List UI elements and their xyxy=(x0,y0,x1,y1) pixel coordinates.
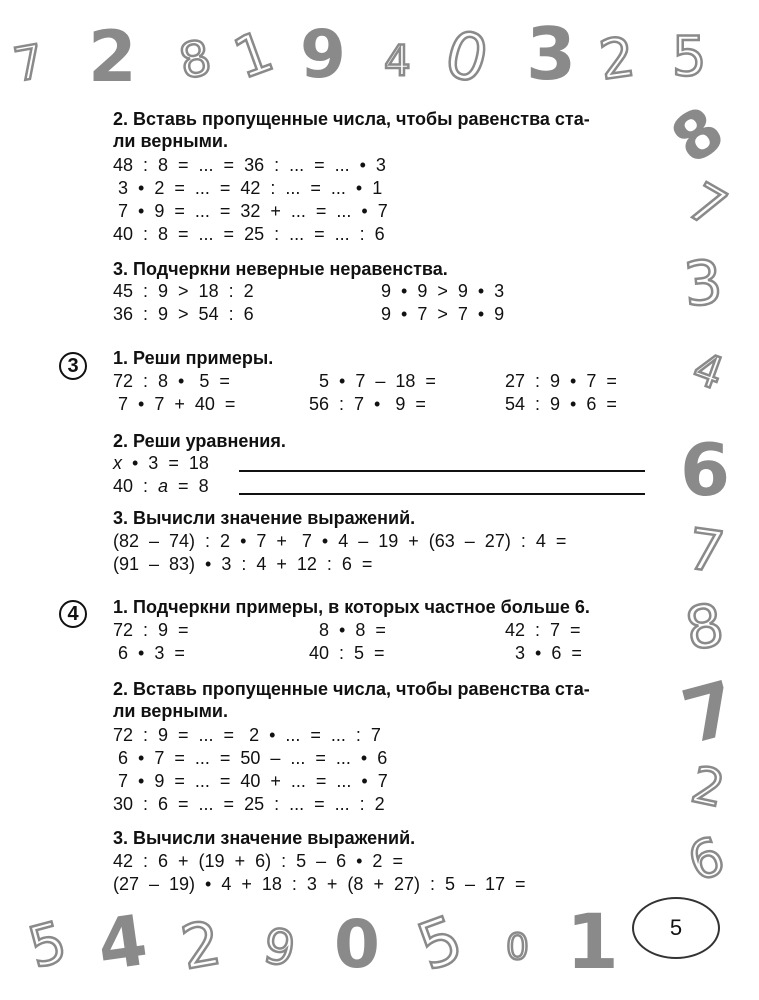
equation-line: 72 : 9 = ... = 2 • ... = ... : 7 xyxy=(113,725,381,745)
section-marker: 3 xyxy=(59,352,87,380)
decor-digit: 8 xyxy=(174,29,217,91)
task-heading: ли верными. xyxy=(113,131,228,151)
decor-digit: 4 xyxy=(384,36,411,85)
inequality: 9 • 9 > 9 • 3 xyxy=(381,281,505,301)
example-row xyxy=(113,393,648,415)
decor-digit: 7 xyxy=(673,664,746,762)
page-number: 5 xyxy=(632,897,720,959)
decor-digit: 5 xyxy=(408,902,473,986)
task-heading: 2. Реши уравнения. xyxy=(113,431,286,451)
task-heading: 3. Подчеркни неверные неравенства. xyxy=(113,259,448,279)
inequality: 45 : 9 > 18 : 2 xyxy=(113,281,254,301)
equation-line: 6 • 7 = ... = 50 – ... = ... • 6 xyxy=(113,748,388,768)
equation: x • 3 = 18 xyxy=(113,453,209,473)
example: 3 • 6 = xyxy=(515,643,582,663)
example: 27 : 9 • 7 = xyxy=(505,371,617,391)
example: 56 : 7 • 9 = xyxy=(309,394,426,414)
decor-digit: 5 xyxy=(22,909,74,982)
example: 54 : 9 • 6 = xyxy=(505,394,617,414)
inequality: 36 : 9 > 54 : 6 xyxy=(113,304,254,324)
example: 8 • 8 = xyxy=(319,620,386,640)
equation-row xyxy=(113,475,648,497)
example: 6 • 3 = xyxy=(113,643,185,663)
decor-digit: 1 xyxy=(225,18,282,93)
example: 72 : 8 • 5 = xyxy=(113,371,230,391)
example: 40 : 5 = xyxy=(309,643,385,663)
decor-digit: 2 xyxy=(595,24,639,93)
task-heading: 3. Вычисли значение выражений. xyxy=(113,508,416,528)
decor-digit: 3 xyxy=(526,12,577,96)
task-heading: ли верными. xyxy=(113,701,228,721)
decor-digit: 0 xyxy=(437,16,496,100)
decor-digit: 2 xyxy=(176,908,226,984)
example: 42 : 7 = xyxy=(505,620,581,640)
equation-line: 40 : 8 = ... = 25 : ... = ... : 6 xyxy=(113,224,385,244)
equation-line: 7 • 9 = ... = 32 + ... = ... • 7 xyxy=(113,201,388,221)
decor-digit: 8 xyxy=(658,92,738,180)
inequality: 9 • 7 > 7 • 9 xyxy=(381,304,505,324)
decor-digit: 5 xyxy=(672,25,707,88)
decor-digit: 4 xyxy=(686,342,731,401)
inequality-row xyxy=(113,303,648,325)
decor-digit: 7 xyxy=(683,516,729,587)
decor-digit: 6 xyxy=(680,428,731,512)
decor-digit: 9 xyxy=(259,917,300,979)
decor-digit: 0 xyxy=(334,906,380,983)
equation-row xyxy=(113,452,648,474)
equation: 40 : a = 8 xyxy=(113,476,209,496)
expression-line: (82 – 74) : 2 • 7 + 7 • 4 – 19 + (63 – 27) : 4 = xyxy=(113,531,567,551)
equation-line: 30 : 6 = ... = 25 : ... = ... : 2 xyxy=(113,794,385,814)
answer-line[interactable] xyxy=(239,470,645,472)
decor-digit: 9 xyxy=(300,16,346,93)
task-heading: 2. Вставь пропущенные числа, чтобы равенства ста- xyxy=(113,679,590,699)
example: 72 : 9 = xyxy=(113,620,189,640)
example: 7 • 7 + 40 = xyxy=(113,394,236,414)
task-heading: 2. Вставь пропущенные числа, чтобы равенства ста- xyxy=(113,109,590,129)
example-row xyxy=(113,370,648,392)
decor-digit: 2 xyxy=(88,16,137,98)
inequality-row xyxy=(113,280,648,302)
decor-digit: 3 xyxy=(681,247,726,321)
decor-digit: 1 xyxy=(566,897,619,986)
example-row xyxy=(113,619,648,641)
example-row xyxy=(113,642,648,664)
decor-digit: 2 xyxy=(686,755,730,819)
expression-line: 42 : 6 + (19 + 6) : 5 – 6 • 2 = xyxy=(113,851,403,871)
equation-line: 3 • 2 = ... = 42 : ... = ... • 1 xyxy=(113,178,383,198)
task-heading: 3. Вычисли значение выражений. xyxy=(113,828,416,848)
decor-digit: 0 xyxy=(506,927,529,968)
decor-digit: 7 xyxy=(677,171,736,241)
task-heading: 1. Реши примеры. xyxy=(113,348,274,368)
decor-digit: 6 xyxy=(680,826,733,894)
equation-line: 7 • 9 = ... = 40 + ... = ... • 7 xyxy=(113,771,388,791)
task-heading: 1. Подчеркни примеры, в которых частное больше 6. xyxy=(113,597,590,617)
section-marker: 4 xyxy=(59,600,87,628)
decor-digit: 7 xyxy=(9,33,48,93)
equation-line: 48 : 8 = ... = 36 : ... = ... • 3 xyxy=(113,155,386,175)
expression-line: (91 – 83) • 3 : 4 + 12 : 6 = xyxy=(113,554,373,574)
expression-line: (27 – 19) • 4 + 18 : 3 + (8 + 27) : 5 – 17 = xyxy=(113,874,526,894)
decor-digit: 4 xyxy=(92,899,153,987)
example: 5 • 7 – 18 = xyxy=(319,371,436,391)
answer-line[interactable] xyxy=(239,493,645,495)
decor-digit: 8 xyxy=(680,590,729,664)
